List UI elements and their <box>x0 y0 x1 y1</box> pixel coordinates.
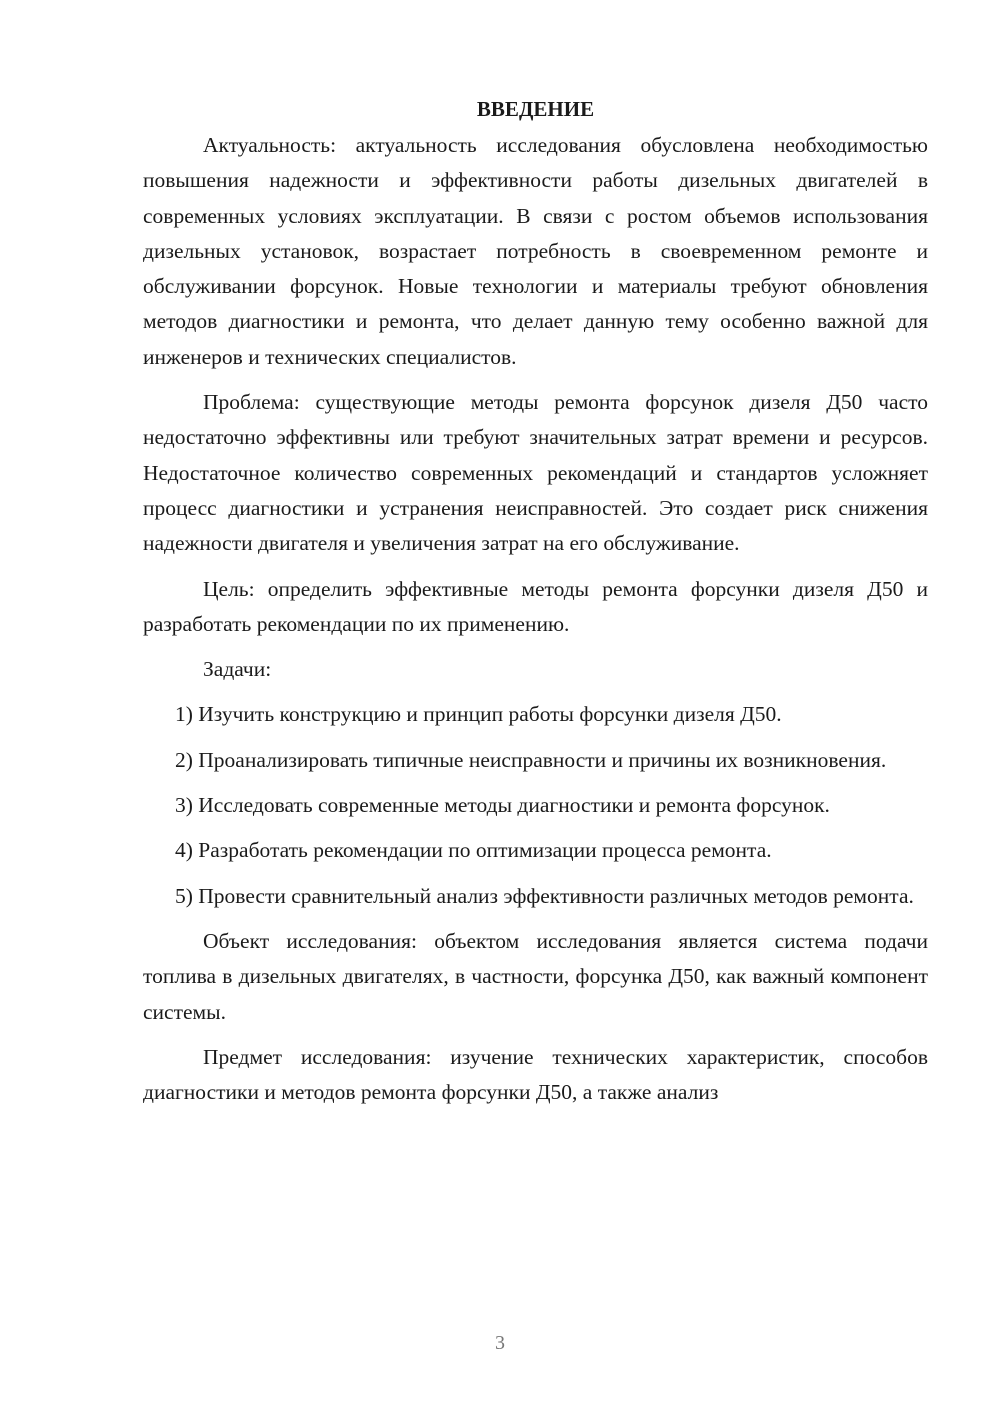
task-item-3: 3) Исследовать современные методы диагностики и ремонта форсунок. <box>175 793 830 818</box>
task-item-2: 2) Проанализировать типичные неисправности и причины их возникновения. <box>175 747 887 772</box>
paragraph-subject: Предмет исследования: изучение технических характеристик, способов диагностики и методов ремонта форсунки Д50, а также анализ <box>143 1044 928 1105</box>
task-item-4: 4) Разработать рекомендации по оптимизации процесса ремонта. <box>175 838 772 863</box>
paragraph-goal: Цель: определить эффективные методы ремонта форсунки дизеля Д50 и разработать рекомендации по их применению. <box>143 576 928 636</box>
task-item-1: 1) Изучить конструкцию и принцип работы форсунки дизеля Д50. <box>175 702 782 727</box>
paragraph-object: Объект исследования: объектом исследования является система подачи топлива в дизельных двигателях, в частности, форсунка Д50, как важный компонент системы. <box>143 928 928 1024</box>
paragraph-problem: Проблема: существующие методы ремонта форсунок дизеля Д50 часто недостаточно эффективны или требуют значительных затрат времени и ресурсов. Недостаточное количество современных рекомендаций и стандартов усложняет процесс диагностики и устранения неисправностей. Это создает риск снижения надежности двигателя и увеличения затрат на его обслуживание. <box>143 390 928 556</box>
page-number: 3 <box>495 1332 505 1354</box>
paragraph-relevance: Актуальность: актуальность исследования обусловлена необходимостью повышения надежности и эффективности работы дизельных двигателей в современных условиях эксплуатации. В связи с ростом объемов использования дизельных установок, возрастает потребность в своевременном ремонте и обслуживании форсунок. Новые технологии и материалы требуют обновления методов диагностики и ремонта, что делает данную тему особенно важной для инженеров и технических специалистов. <box>143 133 928 369</box>
document-page <box>143 92 928 1120</box>
task-item-5: 5) Провести сравнительный анализ эффективности различных методов ремонта. <box>175 883 914 908</box>
page-title: ВВЕДЕНИЕ <box>476 97 595 121</box>
paragraph-tasks-heading: Задачи: <box>203 657 272 682</box>
